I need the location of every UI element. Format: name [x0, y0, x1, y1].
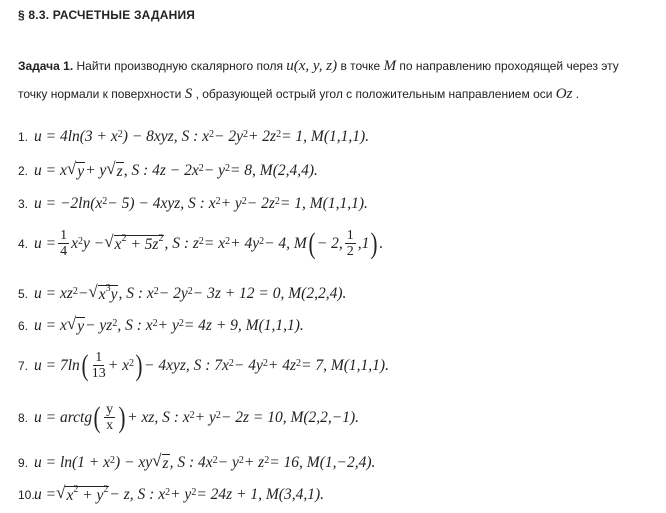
- field-symbol: u(x, y, z): [286, 58, 338, 74]
- formula-part: − y: [203, 161, 225, 179]
- task-label: Задача 1.: [18, 59, 74, 73]
- list-item: [18, 315, 304, 336]
- formula-part: u =: [34, 485, 57, 503]
- formula-part: u =: [34, 234, 57, 252]
- formula-part: = 4z + 9, M(1,1,1).: [183, 316, 304, 334]
- item-number: 8.: [18, 410, 29, 425]
- formula-part: 13: [91, 366, 106, 381]
- item-number: 1.: [18, 130, 29, 144]
- formula-part: y −: [82, 234, 105, 252]
- formula-part: − 4, M: [264, 234, 307, 252]
- formula-part: + y: [157, 316, 179, 334]
- list-item: [18, 452, 375, 473]
- formula-part: , S : 4z − 2x: [123, 161, 199, 179]
- formula-part: x: [66, 487, 74, 504]
- section-heading: § 8.3. РАСЧЕТНЫЕ ЗАДАНИЯ: [18, 8, 196, 22]
- formula-part: 2: [346, 244, 354, 259]
- formula: u = √ $x^2 + y^2$ − z, S : x $^2$ + y $^2$ = 24z + 1, M(3,4,1).: [34, 483, 324, 504]
- formula: u = x √ y − yz $^2$ , S : x $^2$ + y $^2$ = 4z + 9, M(1,1,1).: [34, 314, 304, 335]
- formula: u = ln(1 + x $^2$ ) − xy √ z , S : 4x $^2$ − y $^2$ + z $^2$ = 16, M(1,−2,4).: [34, 451, 376, 472]
- list-item: [18, 283, 346, 304]
- formula-part: y: [110, 286, 118, 303]
- list-item: [18, 484, 324, 505]
- formula-part: − y: [217, 453, 239, 471]
- formula: u = arctg ( $\frac{y}{x}$ ) + xz, S : x $^2$ + y $^2$ − 2z = 10, M(2,2,−1).: [34, 400, 360, 434]
- formula-part: + y: [85, 161, 107, 179]
- formula-part: − 2z: [246, 195, 275, 212]
- formula-part: + 4z: [267, 356, 297, 374]
- formula-part: = 16, M(1,−2,4).: [269, 453, 376, 471]
- formula-part: u = 4ln(3 + x: [34, 128, 118, 145]
- formula: u = $\frac{1}{4}$ x $^2$ y − √ $x^2 + 5z^2$ , S : z $^2$ = x $^2$ + 4y $^2$ − 4, M ( − 2, $\frac{1}{2}$ ,1 ) .: [34, 226, 384, 260]
- formula-part: y: [77, 163, 85, 180]
- formula-part: + y: [220, 195, 242, 212]
- task-text: .: [572, 87, 580, 101]
- formula: u = 7ln ( $\frac{1}{13}$ + x $^2$ ) − 4xyz, S : 7x $^2$ − 4y $^2$ + 4z $^2$ = 7, M(1,1,1).: [34, 348, 389, 382]
- item-number: 3.: [18, 197, 29, 211]
- formula-part: − 2y: [214, 128, 243, 145]
- formula-part: .: [379, 234, 384, 252]
- formula-part: 1: [346, 228, 354, 243]
- formula-part: u = arctg: [34, 408, 93, 426]
- formula-part: x: [98, 286, 106, 303]
- formula-part: 2: [103, 483, 109, 495]
- list-item: [18, 402, 359, 433]
- formula-part: 4: [60, 244, 68, 259]
- formula-part: + y: [170, 485, 192, 503]
- formula-part: z: [116, 163, 123, 180]
- formula: u = 4ln(3 + x $^2$ ) − 8xyz, S : x $^2$ − 2y $^2$ + 2z $^2$ = 1, M(1,1,1).: [34, 128, 370, 145]
- formula-part: = 7, M(1,1,1).: [301, 356, 389, 374]
- axis-symbol: Oz: [555, 86, 573, 102]
- formula-part: 2: [121, 232, 127, 244]
- surface-symbol: S: [184, 86, 193, 102]
- formula-part: − 2,: [316, 234, 343, 252]
- formula-part: + 5z: [126, 236, 159, 253]
- task-text: Найти производную скалярного поля: [73, 59, 287, 73]
- formula-part: ) − xy: [115, 453, 153, 471]
- formula-part: 2: [158, 232, 164, 244]
- formula-part: + y: [78, 487, 104, 504]
- formula-part: 1: [60, 228, 68, 243]
- list-item: [18, 350, 389, 381]
- item-number: 6.: [18, 318, 29, 333]
- formula-part: −: [77, 284, 89, 302]
- formula: u = xz $^2$ − √ $x^3y$ , S : x $^2$ − 2y $^2$ − 3z + 12 = 0, M(2,2,4).: [34, 282, 347, 303]
- formula-part: , S : x: [117, 316, 153, 334]
- formula-part: + xz, S : x: [127, 408, 190, 426]
- task-text: по направлению проходящей через эту точку нормали к поверхности: [18, 59, 619, 101]
- formula-part: z: [162, 455, 169, 472]
- formula-part: 1: [95, 350, 103, 365]
- formula-part: − 2y: [158, 284, 188, 302]
- formula-part: − z, S : x: [109, 485, 166, 503]
- formula-part: − 5) − 4xyz, S : x: [107, 195, 216, 212]
- formula-part: + 2z: [247, 128, 277, 145]
- formula: u = x √ y + y √ z , S : 4z − 2x $^2$ − y $^2$ = 8, M(2,4,4).: [34, 159, 318, 180]
- task-text: в точке: [337, 59, 384, 73]
- formula-part: = 24z + 1, M(3,4,1).: [196, 485, 324, 503]
- task-text: , образующей острый угол с положительным направлением оси: [192, 87, 556, 101]
- formula-part: x: [114, 236, 122, 253]
- item-number: 4.: [18, 236, 29, 251]
- formula-part: x: [71, 234, 78, 252]
- task-statement: [18, 52, 648, 108]
- formula-part: − yz: [85, 316, 113, 334]
- formula-part: = 8, M(2,4,4).: [229, 161, 318, 179]
- formula-part: ) − 8xyz, S : x: [122, 128, 209, 145]
- formula-part: + y: [194, 408, 216, 426]
- formula-part: y: [106, 402, 114, 417]
- formula-part: u = xz: [34, 284, 73, 302]
- list-item: [18, 195, 368, 213]
- formula-part: u = x: [34, 316, 67, 334]
- item-number: 7.: [18, 358, 29, 373]
- formula-part: − 4y: [233, 356, 263, 374]
- formula: u = −2ln(x $^2$ − 5) − 4xyz, S : x $^2$ + y $^2$ − 2z $^2$ = 1, M(1,1,1).: [34, 195, 368, 212]
- item-number: 10.: [18, 487, 35, 502]
- formula-part: 3: [105, 282, 111, 294]
- formula-part: , S : x: [118, 284, 154, 302]
- list-item: [18, 128, 369, 146]
- item-number: 2.: [18, 163, 29, 178]
- formula-part: + 4y: [230, 234, 260, 252]
- formula-part: , S : 4x: [169, 453, 213, 471]
- formula-part: u = 7ln: [34, 356, 80, 374]
- formula-part: x: [106, 418, 114, 433]
- list-item: [18, 228, 383, 259]
- formula-part: u = −2ln(x: [34, 195, 103, 212]
- item-number: 9.: [18, 455, 29, 470]
- formula-part: = 1, M(1,1,1).: [279, 195, 368, 212]
- formula-part: − 3z + 12 = 0, M(2,2,4).: [192, 284, 347, 302]
- formula-part: u = x: [34, 161, 67, 179]
- formula-part: y: [77, 318, 85, 335]
- formula-part: + x: [107, 356, 129, 374]
- formula-part: + z: [243, 453, 265, 471]
- formula-part: = x: [203, 234, 226, 252]
- formula-part: u = ln(1 + x: [34, 453, 111, 471]
- formula-part: = 1, M(1,1,1).: [281, 128, 370, 145]
- formula-part: 2: [73, 483, 79, 495]
- list-item: [18, 160, 318, 181]
- formula-part: − 2z = 10, M(2,2,−1).: [220, 408, 360, 426]
- formula-part: ,1: [357, 234, 370, 252]
- formula-part: − 4xyz, S : 7x: [144, 356, 229, 374]
- point-symbol: M: [383, 58, 397, 74]
- formula-part: , S : z: [164, 234, 199, 252]
- item-number: 5.: [18, 286, 29, 301]
